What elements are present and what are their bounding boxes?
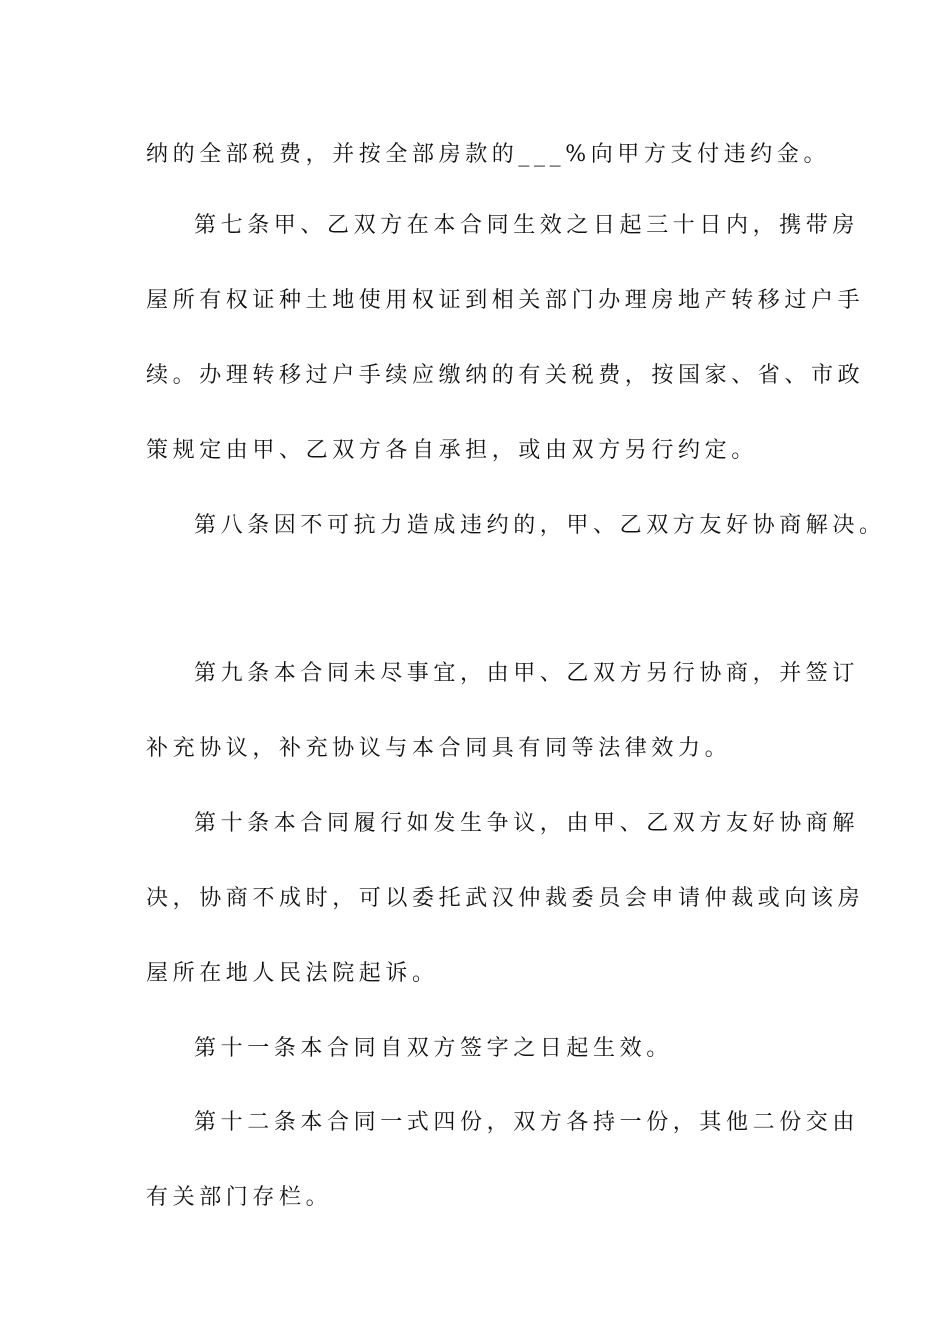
text-line-1: 纳的全部税费，并按全部房款的___%向甲方支付违约金。 — [146, 142, 831, 167]
article-7-line-1: 第七条甲、乙双方在本合同生效之日起三十日内，携带房 — [194, 213, 860, 238]
article-8-line-1: 第八条因不可抗力造成违约的，甲、乙双方友好协商解决。 — [194, 513, 886, 538]
article-10-line-2: 决，协商不成时，可以委托武汉仲裁委员会申请仲裁或向该房 — [146, 886, 865, 911]
article-11-line-1: 第十一条本合同自双方签字之日起生效。 — [194, 1036, 673, 1061]
article-7-line-4: 策规定由甲、乙双方各自承担，或由双方另行约定。 — [146, 438, 758, 463]
article-10-line-1: 第十条本合同履行如发生争议，由甲、乙双方友好协商解 — [194, 811, 860, 836]
article-9-line-2: 补充协议，补充协议与本合同具有同等法律效力。 — [146, 736, 732, 761]
article-9-line-1: 第九条本合同未尽事宜，由甲、乙双方另行协商，并签订 — [194, 661, 860, 686]
article-7-line-2: 屋所有权证种土地使用权证到相关部门办理房地产转移过户手 — [146, 288, 865, 313]
article-7-line-3: 续。办理转移过户手续应缴纳的有关税费，按国家、省、市政 — [146, 363, 865, 388]
article-12-line-1: 第十二条本合同一式四份，双方各持一份，其他二份交由 — [194, 1110, 860, 1135]
article-12-line-2: 有关部门存栏。 — [146, 1185, 333, 1210]
article-10-line-3: 屋所在地人民法院起诉。 — [146, 961, 439, 986]
